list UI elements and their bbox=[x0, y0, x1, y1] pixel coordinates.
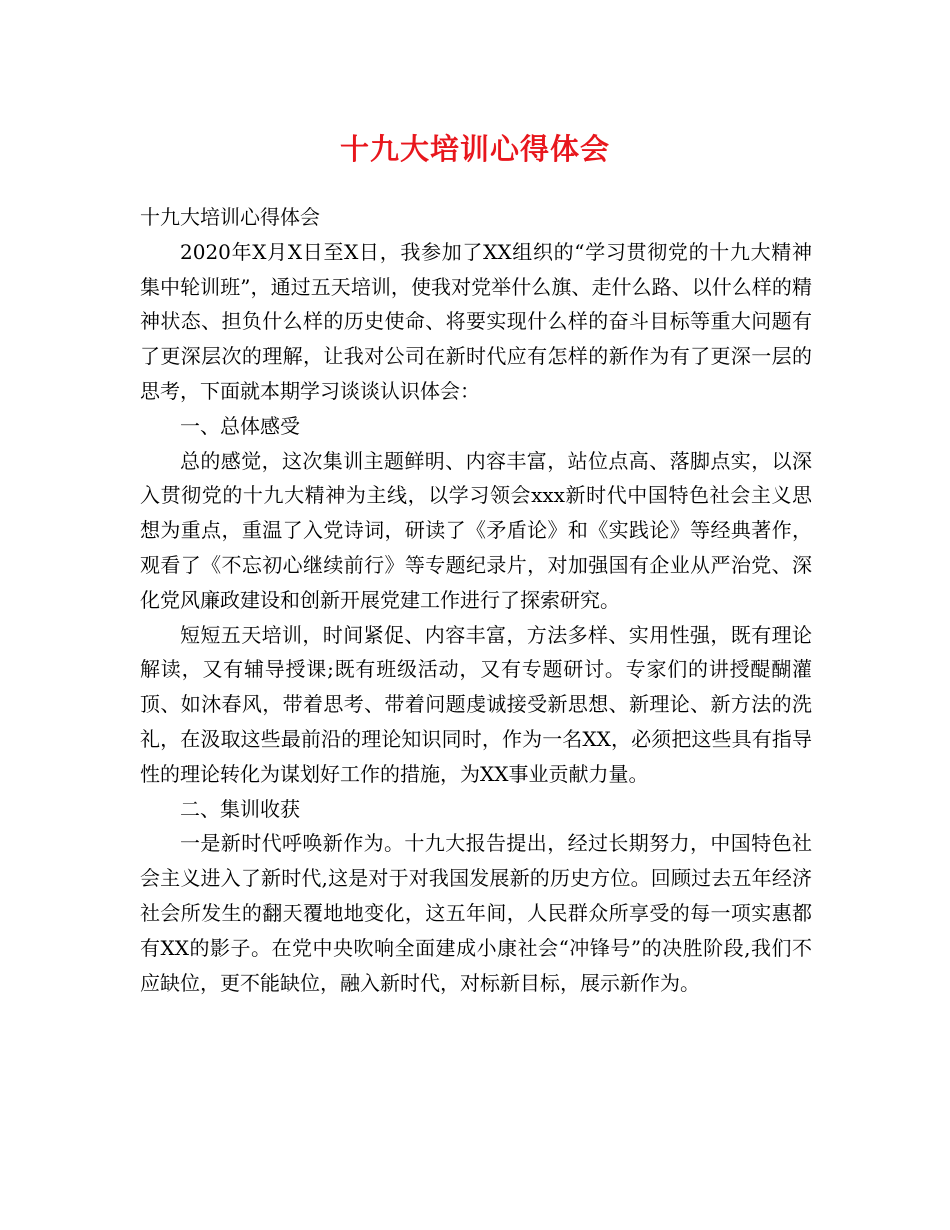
paragraph-overall-feeling: 总的感觉，这次集训主题鲜明、内容丰富，站位点高、落脚点实，以深入贯彻党的十九大精神为主线，以学习领会xxx新时代中国特色社会主义思想为重点，重温了入党诗词，研读了《矛盾论》和《实践论》等经典著作，观看了《不忘初心继续前行》等专题纪录片，对加强国有企业从严治党、深化党风廉政建设和创新开展党建工作进行了探索研究。 bbox=[140, 448, 812, 612]
section-heading-gains: 二、集训收获 bbox=[180, 796, 300, 821]
paragraph-training-content: 短短五天培训，时间紧促、内容丰富，方法多样、实用性强，既有理论解读，又有辅导授课;既有班级活动，又有专题研讨。专家们的讲授醍醐灌顶、如沐春风，带着思考、带着问题虔诚接受新思想、新理论、新方法的洗礼，在汲取这些最前沿的理论知识同时，作为一名XX，必须把这些具有指导性的理论转化为谋划好工作的措施，为XX事业贡献力量。 bbox=[140, 622, 812, 786]
document-subtitle: 十九大培训心得体会 bbox=[140, 205, 320, 229]
paragraph-new-era: 一是新时代呼唤新作为。十九大报告提出，经过长期努力，中国特色社会主义进入了新时代,这是对于对我国发展新的历史方位。回顾过去五年经济社会所发生的翻天覆地地变化，这五年间，人民群众所享受的每一项实惠都有XX的影子。在党中央吹响全面建成小康社会“冲锋号”的决胜阶段,我们不应缺位，更不能缺位，融入新时代，对标新目标，展示新作为。 bbox=[140, 831, 812, 995]
section-heading-overall: 一、总体感受 bbox=[180, 413, 300, 438]
paragraph-intro: 2020年X月X日至X日，我参加了XX组织的“学习贯彻党的十九大精神集中轮训班”，通过五天培训，使我对党举什么旗、走什么路、以什么样的精神状态、担负什么样的历史使命、将要实现什么样的奋斗目标等重大问题有了更深层次的理解，让我对公司在新时代应有怎样的新作为有了更深一层的思考，下面就本期学习谈谈认识体会： bbox=[140, 239, 812, 403]
document-body bbox=[140, 200, 812, 1000]
document-title: 十九大培训心得体会 bbox=[339, 132, 610, 166]
